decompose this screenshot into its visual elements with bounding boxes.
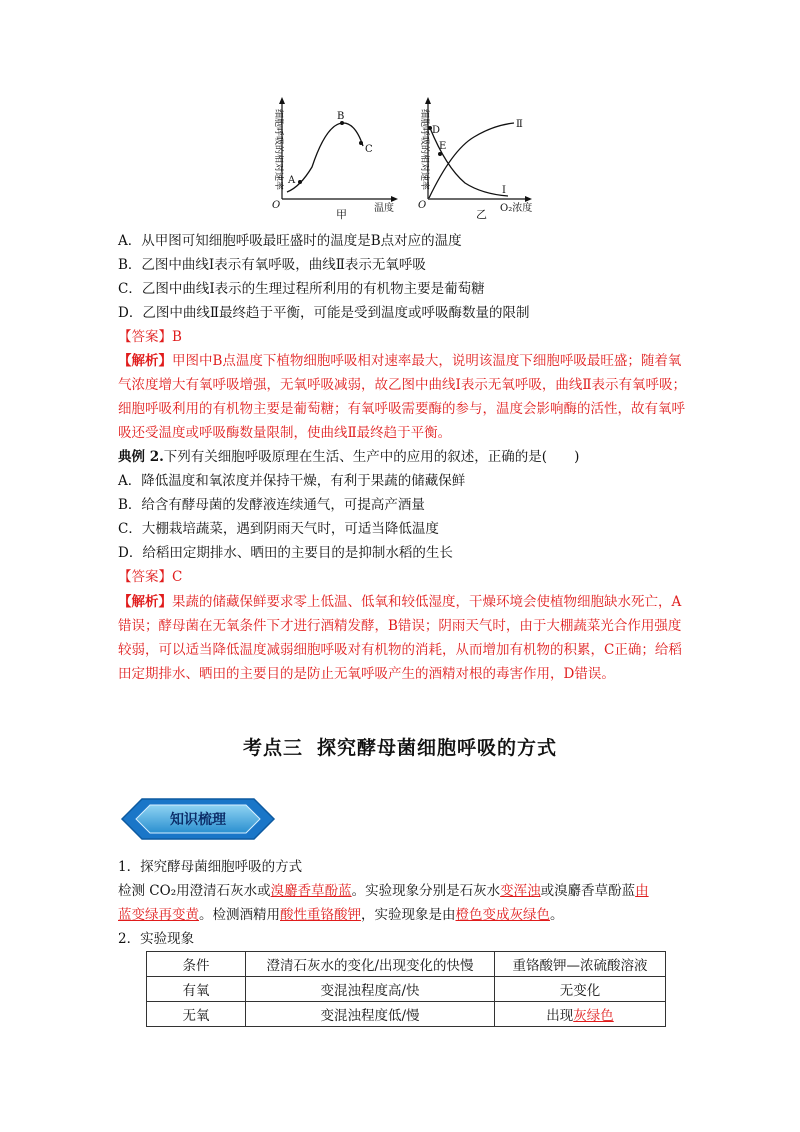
table-cell: 有氧 xyxy=(147,977,246,1002)
label-curve-2: Ⅱ xyxy=(516,119,523,130)
text-segment: 检测 CO₂用澄清石灰水或 xyxy=(118,883,271,899)
q2-stem xyxy=(118,448,579,466)
text-segment: 出现 xyxy=(546,1008,574,1024)
x-axis-label: 温度 xyxy=(374,203,394,214)
table-header: 重铬酸钾—浓硫酸溶液 xyxy=(495,952,666,977)
table-header-row xyxy=(147,952,666,977)
table-cell: 无氧 xyxy=(147,1002,246,1027)
point-c xyxy=(359,141,363,145)
section-heading xyxy=(0,733,800,760)
badge-label: 知识梳理 xyxy=(170,812,226,828)
table-row xyxy=(147,977,666,1002)
y-axis-arrow xyxy=(279,97,285,104)
label-point-b: B xyxy=(337,111,345,122)
q2-option-a: A．降低温度和氧浓度并保持干燥，有利于果蔬的储藏保鲜 xyxy=(118,473,466,489)
text-segment: 。 xyxy=(550,907,564,923)
highlight-result: 橙色变成灰绿色 xyxy=(455,907,550,923)
label-point-c: C xyxy=(365,144,373,155)
q2-label: 典例 2. xyxy=(118,449,164,465)
text-segment: ，实验现象是由 xyxy=(361,907,456,923)
analysis-text: 甲图中B点温度下植物细胞呼吸相对速率最大，说明该温度下细胞呼吸最旺盛；随着氧气浓度增大有氧呼吸增强，无氧呼吸减弱，故乙图中曲线Ⅰ表示无氧呼吸，曲线Ⅱ表示有氧呼吸；细胞呼吸利用的有机物主要是葡萄糖；有氧呼吸需要酶的参与，温度会影响酶的活性，故有氧呼吸还受温度或呼吸酶数量限制，使曲线Ⅱ最终趋于平衡。 xyxy=(118,353,687,441)
y-axis-label: 细胞呼吸的相对速率 xyxy=(419,109,429,191)
label-point-d: D xyxy=(432,125,441,136)
table-cell xyxy=(495,1002,666,1027)
highlight-reagent: 溴麝香草酚蓝 xyxy=(270,883,352,899)
origin-label: O xyxy=(418,200,427,211)
x-axis-arrow xyxy=(525,196,532,202)
text-segment: 。实验现象分别是石灰水 xyxy=(351,883,501,899)
answer-tag: 【答案】 xyxy=(118,569,172,585)
q1-option-d: D．乙图中曲线Ⅱ最终趋于平衡，可能是受到温度或呼吸酶数量的限制 xyxy=(118,305,530,321)
q2-stem-text: 下列有关细胞呼吸原理在生活、生产中的应用的叙述，正确的是( ) xyxy=(163,449,580,465)
caption-jia: 甲 xyxy=(336,208,347,221)
knowledge-item-2-title: 2．实验现象 xyxy=(118,931,195,947)
answer-tag: 【答案】 xyxy=(118,329,172,345)
q2-option-d: D．给稻田定期排水、晒田的主要目的是抑制水稻的生长 xyxy=(118,545,453,561)
section-title: 探究酵母菌细胞呼吸的方式 xyxy=(317,737,558,759)
label-point-a: A xyxy=(288,175,296,186)
q1-option-c: C．乙图中曲线Ⅰ表示的生理过程所利用的有机物主要是葡萄糖 xyxy=(118,281,485,297)
q2-option-c: C．大棚栽培蔬菜，遇到阴雨天气时，可适当降低温度 xyxy=(118,521,439,537)
q1-analysis xyxy=(118,349,688,445)
q1-option-b: B．乙图中曲线Ⅰ表示有氧呼吸，曲线Ⅱ表示无氧呼吸 xyxy=(118,257,426,273)
analysis-tag: 【解析】 xyxy=(118,353,172,369)
respiration-figure xyxy=(260,95,560,225)
table-cell: 变混浊程度高/快 xyxy=(246,977,495,1002)
caption-yi: 乙 xyxy=(476,208,487,221)
knowledge-item-1-line-1 xyxy=(118,882,649,900)
y-axis-arrow xyxy=(425,97,431,104)
graph-jia xyxy=(272,97,398,221)
q2-analysis xyxy=(118,590,688,686)
table-header: 澄清石灰水的变化/出现变化的快慢 xyxy=(246,952,495,977)
label-curve-1: Ⅰ xyxy=(502,185,506,196)
graph-yi xyxy=(418,97,532,221)
highlight-reagent: 酸性重铬酸钾 xyxy=(280,907,361,923)
analysis-text: 果蔬的储藏保鲜要求零上低温、低氧和较低湿度，干燥环境会使植物细胞缺水死亡，A错误；酵母菌在无氧条件下才进行酒精发酵，B错误；阴雨天气时，由于大棚蔬菜光合作用强度较弱，可以适当降低温度减弱细胞呼吸对有机物的消耗，从而增加有机物的积累，C正确；给稻田定期排水、晒田的主要目的是防止无氧呼吸产生的酒精对根的毒害作用，D错误。 xyxy=(118,594,682,682)
highlight-result: 蓝变绿再变黄 xyxy=(118,907,199,923)
knowledge-badge xyxy=(118,796,278,842)
section-label: 考点三 xyxy=(242,737,303,759)
q2-answer xyxy=(118,568,182,586)
answer-value: B xyxy=(172,329,182,345)
answer-value: C xyxy=(172,569,183,585)
text-segment: 或溴麝香草酚蓝 xyxy=(540,883,636,899)
point-a xyxy=(298,180,302,184)
x-axis-arrow xyxy=(391,196,398,202)
text-segment: 。检测酒精用 xyxy=(199,907,280,923)
point-e xyxy=(438,152,442,156)
y-axis-label: 细胞呼吸的相对速率 xyxy=(273,109,283,191)
knowledge-item-1-title: 1．探究酵母菌细胞呼吸的方式 xyxy=(118,859,303,875)
label-point-e: E xyxy=(439,141,447,152)
experiment-table xyxy=(146,951,666,1027)
x-axis-label: O₂浓度 xyxy=(500,203,533,214)
q1-answer xyxy=(118,328,182,346)
table-cell: 无变化 xyxy=(495,977,666,1002)
curve-1 xyxy=(430,128,508,196)
table-header: 条件 xyxy=(147,952,246,977)
highlight-result: 由 xyxy=(635,883,649,899)
knowledge-item-1-line-2 xyxy=(118,906,564,924)
table-row xyxy=(147,1002,666,1027)
analysis-tag: 【解析】 xyxy=(118,594,172,610)
highlight-result: 变浑浊 xyxy=(500,883,541,899)
q1-option-a: A．从甲图可知细胞呼吸最旺盛时的温度是B点对应的温度 xyxy=(118,233,462,249)
origin-label: O xyxy=(272,200,281,211)
highlight-result: 灰绿色 xyxy=(573,1008,614,1024)
q2-option-b: B．给含有酵母菌的发酵液连续通气，可提高产酒量 xyxy=(118,497,425,513)
table-cell: 变混浊程度低/慢 xyxy=(246,1002,495,1027)
